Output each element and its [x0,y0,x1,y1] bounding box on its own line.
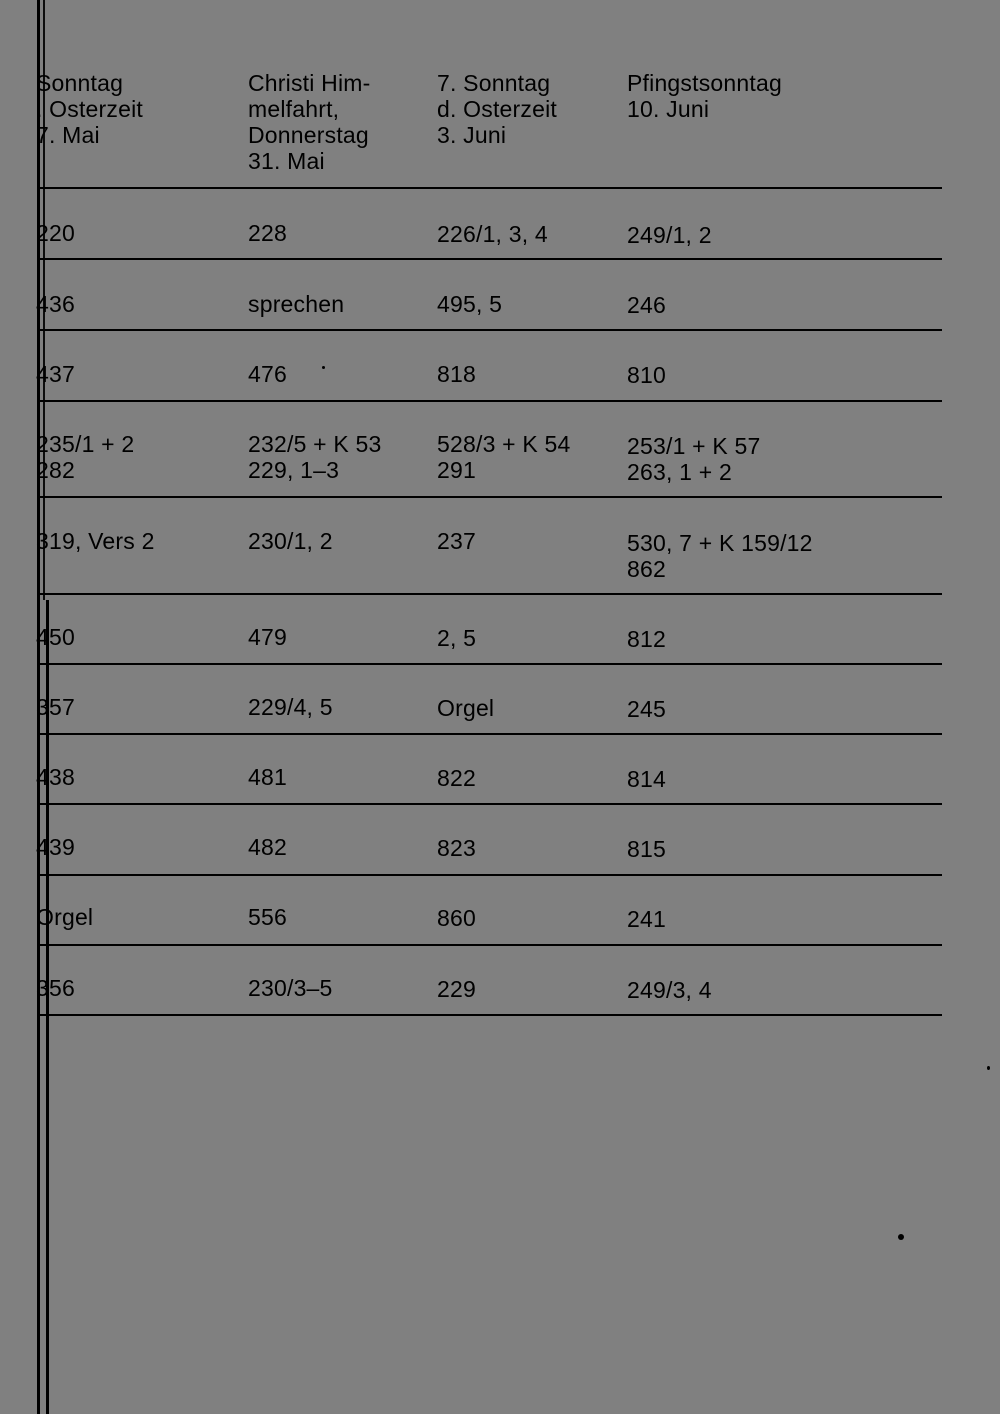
row-divider [38,496,942,498]
table-cell: 823 [437,835,476,861]
table-cell: 438 [36,764,75,790]
table-cell: 530, 7 + K 159/12 862 [627,530,813,582]
table-cell: 476 [248,361,287,387]
table-cell: 237 [437,528,476,554]
table-cell: 246 [627,292,666,318]
table-cell: 439 [36,834,75,860]
table-cell: 436 [36,291,75,317]
table-cell: 482 [248,834,287,860]
table-cell: 2, 5 [437,625,477,651]
table-cell: 230/1, 2 [248,528,333,554]
table-cell: 230/3–5 [248,975,333,1001]
table-cell: 226/1, 3, 4 [437,221,548,247]
table-cell: 860 [437,905,476,931]
table-cell: 229/4, 5 [248,694,333,720]
scan-speck [322,366,325,369]
row-divider [38,329,942,331]
table-cell: Orgel [36,904,94,930]
table-cell: 479 [248,624,287,650]
left-margin-line-lower [46,600,49,1414]
table-cell: 822 [437,765,476,791]
row-divider [38,593,942,595]
table-cell: 241 [627,906,666,932]
table-cell: 249/3, 4 [627,977,712,1003]
row-divider [38,944,942,946]
row-divider [38,663,942,665]
table-cell: 319, Vers 2 [36,528,155,554]
table-cell: 481 [248,764,287,790]
table-cell: 815 [627,836,666,862]
table-cell: 356 [36,975,75,1001]
table-cell: Orgel [437,695,495,721]
table-cell: 253/1 + K 57 263, 1 + 2 [627,433,761,485]
header-col-3: 7. Sonntag d. Osterzeit 3. Juni [437,70,557,148]
table-cell: 437 [36,361,75,387]
table-cell: 812 [627,626,666,652]
table-cell: sprechen [248,291,345,317]
header-col-1: Sonntag . Osterzeit 7. Mai [36,70,144,148]
table-cell: 814 [627,766,666,792]
table-cell: 228 [248,220,287,246]
table-cell: 818 [437,361,476,387]
row-divider [38,1014,942,1016]
table-cell: 357 [36,694,75,720]
table-cell: 220 [36,220,75,246]
row-divider [38,803,942,805]
table-cell: 528/3 + K 54 291 [437,431,571,483]
header-col-2: Christi Him- melfahrt, Donnerstag 31. Mai [248,70,371,174]
table-cell: 229 [437,976,476,1002]
row-divider [38,874,942,876]
table-cell: 556 [248,904,287,930]
row-divider [38,187,942,189]
row-divider [38,400,942,402]
table-cell: 450 [36,624,75,650]
row-divider [38,733,942,735]
table-cell: 232/5 + K 53 229, 1–3 [248,431,382,483]
row-divider [38,258,942,260]
table-cell: 495, 5 [437,291,503,317]
header-col-4: Pfingstsonntag 10. Juni [627,70,782,122]
scan-speck [987,1066,990,1070]
table-cell: 235/1 + 2 282 [36,431,135,483]
table-cell: 245 [627,696,666,722]
table-cell: 810 [627,362,666,388]
scan-speck [898,1234,904,1240]
table-cell: 249/1, 2 [627,222,712,248]
